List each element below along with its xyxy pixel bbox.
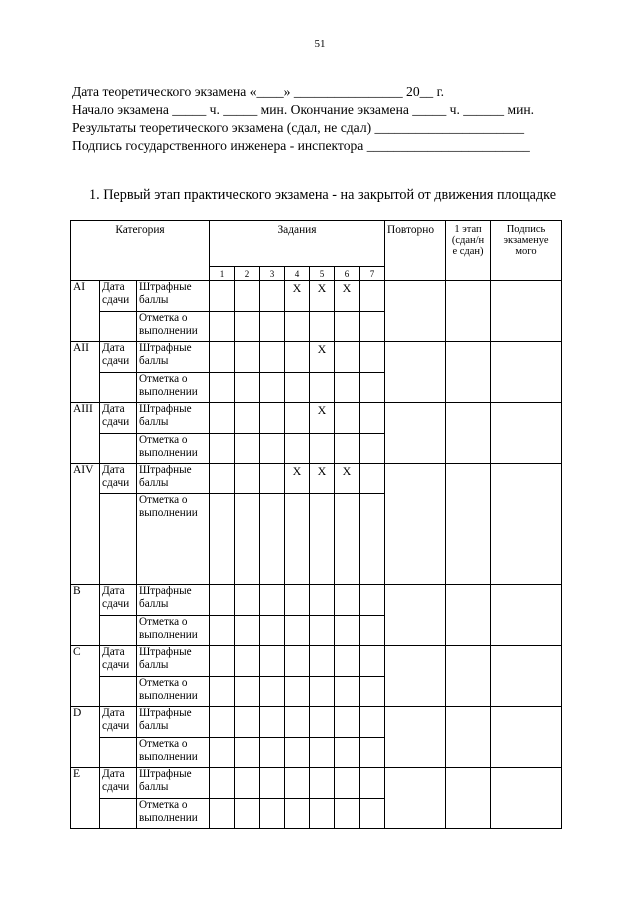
task-mark-cell <box>260 707 285 738</box>
task-mark-cell <box>260 281 285 312</box>
task-completion-cell <box>310 373 335 403</box>
task-mark-cell <box>210 464 235 494</box>
task-mark-cell <box>210 646 235 677</box>
repeat-cell <box>385 281 446 342</box>
task-mark-cell <box>210 585 235 616</box>
section-title: 1. Первый этап практического экзамена - на закрытой от движения площадке <box>89 187 557 203</box>
penalty-points-label <box>137 768 210 799</box>
task-completion-cell <box>360 494 385 585</box>
submission-date-label-line: сдачи <box>102 720 130 732</box>
task-completion-cell <box>335 799 360 829</box>
category-code: AII <box>71 342 100 403</box>
submission-date-label <box>100 281 137 312</box>
penalty-points-label-line: баллы <box>139 598 169 610</box>
penalty-points-label-line: Штрафные <box>139 464 192 476</box>
completion-mark-label <box>137 312 210 342</box>
task-mark-cell <box>235 281 260 312</box>
task-mark-cell <box>310 646 335 677</box>
task-completion-cell <box>210 738 235 768</box>
category-penalty-row <box>71 464 562 494</box>
task-completion-cell <box>210 677 235 707</box>
submission-date-label-line: Дата <box>102 646 125 658</box>
task-completion-cell <box>260 373 285 403</box>
task-completion-cell <box>235 799 260 829</box>
task-mark-cell <box>235 342 260 373</box>
penalty-points-label-line: баллы <box>139 355 169 367</box>
task-mark-cell <box>360 403 385 434</box>
completion-mark-label-line: Отметка о <box>139 312 188 324</box>
category-penalty-row <box>71 768 562 799</box>
category-penalty-row <box>71 707 562 738</box>
task-mark-cell: X <box>285 464 310 494</box>
submission-date-label-line: Дата <box>102 403 125 415</box>
task-mark-cell <box>360 768 385 799</box>
task-completion-cell <box>360 434 385 464</box>
completion-mark-label-line: Отметка о <box>139 616 188 628</box>
task-completion-cell <box>210 799 235 829</box>
category-code: D <box>71 707 100 768</box>
task-mark-cell: X <box>310 403 335 434</box>
task-mark-cell <box>235 768 260 799</box>
submission-date-label <box>100 646 137 677</box>
task-mark-cell <box>310 707 335 738</box>
repeat-cell <box>385 342 446 403</box>
signature-cell <box>491 403 562 464</box>
submission-date-label-line: Дата <box>102 707 125 719</box>
task-completion-cell <box>310 434 335 464</box>
category-header: Категория <box>71 221 210 281</box>
task-mark-cell <box>360 646 385 677</box>
exam-table <box>70 220 562 829</box>
task-completion-cell <box>260 677 285 707</box>
category-code: AIII <box>71 403 100 464</box>
submission-date-label-line: сдачи <box>102 294 130 306</box>
task-mark-cell <box>210 768 235 799</box>
task-mark-cell <box>210 403 235 434</box>
task-completion-cell <box>360 616 385 646</box>
task-number: 2 <box>235 267 260 281</box>
task-completion-cell <box>235 616 260 646</box>
stage1-result-cell <box>446 707 491 768</box>
signature-cell <box>491 585 562 646</box>
signature-cell <box>491 646 562 707</box>
task-mark-cell: X <box>285 281 310 312</box>
task-completion-cell <box>310 738 335 768</box>
submission-date-label-line: Дата <box>102 281 125 293</box>
task-mark-cell <box>335 646 360 677</box>
task-completion-cell <box>285 677 310 707</box>
submission-date-label <box>100 342 137 373</box>
completion-mark-label-line: Отметка о <box>139 434 188 446</box>
task-completion-cell <box>360 373 385 403</box>
repeat-cell <box>385 707 446 768</box>
task-mark-cell <box>285 585 310 616</box>
penalty-points-label-line: Штрафные <box>139 403 192 415</box>
signature-header-line: Подпись <box>506 224 546 235</box>
task-completion-cell <box>210 312 235 342</box>
repeat-header: Повторно <box>385 221 446 281</box>
task-completion-cell <box>235 312 260 342</box>
signature-header-line: экзаменуе <box>503 235 549 246</box>
completion-mark-label-line: выполнении <box>139 690 198 702</box>
completion-mark-label-line: Отметка о <box>139 677 188 689</box>
blank-date-cell <box>100 312 137 342</box>
submission-date-label <box>100 403 137 434</box>
table-header-row <box>71 221 562 267</box>
task-completion-cell <box>335 616 360 646</box>
repeat-cell <box>385 464 446 585</box>
penalty-points-label-line: Штрафные <box>139 585 192 597</box>
task-completion-cell <box>210 373 235 403</box>
blank-date-cell <box>100 738 137 768</box>
task-completion-cell <box>310 677 335 707</box>
penalty-points-label <box>137 646 210 677</box>
task-mark-cell <box>260 768 285 799</box>
submission-date-label <box>100 464 137 494</box>
task-completion-cell <box>360 677 385 707</box>
penalty-points-label <box>137 707 210 738</box>
penalty-points-label-line: Штрафные <box>139 281 192 293</box>
penalty-points-label <box>137 464 210 494</box>
submission-date-label-line: Дата <box>102 464 125 476</box>
category-penalty-row <box>71 585 562 616</box>
signature-cell <box>491 707 562 768</box>
stage1-result-cell <box>446 281 491 342</box>
category-code: B <box>71 585 100 646</box>
task-completion-cell <box>260 616 285 646</box>
penalty-points-label-line: Штрафные <box>139 646 192 658</box>
task-completion-cell <box>335 494 360 585</box>
task-completion-cell <box>335 677 360 707</box>
completion-mark-label <box>137 616 210 646</box>
completion-mark-label-line: выполнении <box>139 325 198 337</box>
completion-mark-label-line: Отметка о <box>139 494 188 506</box>
task-mark-cell <box>360 585 385 616</box>
completion-mark-label-line: выполнении <box>139 629 198 641</box>
task-completion-cell <box>285 373 310 403</box>
task-completion-cell <box>285 312 310 342</box>
task-mark-cell <box>335 342 360 373</box>
task-mark-cell <box>235 464 260 494</box>
task-mark-cell <box>285 403 310 434</box>
task-mark-cell <box>360 707 385 738</box>
completion-mark-label <box>137 434 210 464</box>
stage1-header-line: е сдан) <box>452 246 484 257</box>
blank-date-cell <box>100 434 137 464</box>
task-number: 5 <box>310 267 335 281</box>
blank-date-cell <box>100 799 137 829</box>
task-completion-cell <box>260 799 285 829</box>
category-code: E <box>71 768 100 829</box>
submission-date-label-line: Дата <box>102 768 125 780</box>
blank-date-cell <box>100 494 137 585</box>
task-completion-cell <box>310 799 335 829</box>
signature-cell <box>491 464 562 585</box>
task-completion-cell <box>235 677 260 707</box>
task-completion-cell <box>360 799 385 829</box>
submission-date-label-line: сдачи <box>102 416 130 428</box>
repeat-cell <box>385 646 446 707</box>
task-completion-cell <box>310 616 335 646</box>
category-penalty-row <box>71 646 562 677</box>
task-mark-cell <box>235 585 260 616</box>
repeat-cell <box>385 768 446 829</box>
completion-mark-label <box>137 373 210 403</box>
completion-mark-label-line: Отметка о <box>139 738 188 750</box>
completion-mark-label-line: выполнении <box>139 751 198 763</box>
stage1-result-cell <box>446 342 491 403</box>
exam-time-line: Начало экзамена _____ ч. _____ мин. Окончание экзамена _____ ч. ______ мин. <box>72 102 535 117</box>
completion-mark-label-line: выполнении <box>139 812 198 824</box>
task-mark-cell <box>310 585 335 616</box>
task-completion-cell <box>335 312 360 342</box>
task-completion-cell <box>260 434 285 464</box>
category-penalty-row <box>71 403 562 434</box>
signature-header-line: мого <box>515 246 537 257</box>
task-mark-cell <box>360 342 385 373</box>
task-mark-cell <box>285 342 310 373</box>
completion-mark-label-line: выполнении <box>139 386 198 398</box>
signature-cell <box>491 281 562 342</box>
task-completion-cell <box>285 616 310 646</box>
stage1-result-cell <box>446 768 491 829</box>
task-completion-cell <box>260 312 285 342</box>
penalty-points-label-line: Штрафные <box>139 707 192 719</box>
task-number: 4 <box>285 267 310 281</box>
task-completion-cell <box>235 738 260 768</box>
task-mark-cell <box>235 646 260 677</box>
task-number: 3 <box>260 267 285 281</box>
task-mark-cell <box>260 342 285 373</box>
page-number: 51 <box>314 38 326 50</box>
blank-date-cell <box>100 373 137 403</box>
task-mark-cell <box>210 342 235 373</box>
completion-mark-label-line: Отметка о <box>139 799 188 811</box>
category-penalty-row <box>71 342 562 373</box>
task-mark-cell <box>210 281 235 312</box>
task-number: 1 <box>210 267 235 281</box>
task-mark-cell <box>310 768 335 799</box>
task-mark-cell <box>285 646 310 677</box>
task-mark-cell <box>260 403 285 434</box>
completion-mark-label <box>137 494 210 585</box>
completion-mark-label <box>137 799 210 829</box>
submission-date-label-line: сдачи <box>102 598 130 610</box>
stage1-result-cell <box>446 464 491 585</box>
theory-exam-result-line: Результаты теоретического экзамена (сдал, не сдал) ______________________ <box>72 120 525 135</box>
stage1-result-cell <box>446 646 491 707</box>
task-mark-cell <box>335 768 360 799</box>
penalty-points-label-line: баллы <box>139 659 169 671</box>
theory-exam-date-line: Дата теоретического экзамена «____» ________________ 20__ г. <box>72 84 445 99</box>
repeat-cell <box>385 585 446 646</box>
task-mark-cell <box>335 585 360 616</box>
task-mark-cell <box>335 707 360 738</box>
category-penalty-row <box>71 281 562 312</box>
task-completion-cell <box>335 373 360 403</box>
task-completion-cell <box>335 738 360 768</box>
task-completion-cell <box>260 738 285 768</box>
task-mark-cell <box>335 403 360 434</box>
task-completion-cell <box>210 494 235 585</box>
penalty-points-label-line: баллы <box>139 477 169 489</box>
submission-date-label-line: сдачи <box>102 781 130 793</box>
task-completion-cell <box>285 799 310 829</box>
submission-date-label <box>100 768 137 799</box>
task-completion-cell <box>210 616 235 646</box>
submission-date-label <box>100 585 137 616</box>
submission-date-label <box>100 707 137 738</box>
task-completion-cell <box>210 434 235 464</box>
task-completion-cell <box>335 434 360 464</box>
task-completion-cell <box>260 494 285 585</box>
task-number: 6 <box>335 267 360 281</box>
penalty-points-label <box>137 585 210 616</box>
task-number: 7 <box>360 267 385 281</box>
stage1-header <box>446 221 491 281</box>
task-mark-cell: X <box>335 464 360 494</box>
stage1-header-line: 1 этап <box>454 224 482 235</box>
task-mark-cell <box>260 646 285 677</box>
task-mark-cell: X <box>335 281 360 312</box>
completion-mark-label-line: выполнении <box>139 507 198 519</box>
task-completion-cell <box>360 312 385 342</box>
task-completion-cell <box>235 373 260 403</box>
category-code: C <box>71 646 100 707</box>
submission-date-label-line: Дата <box>102 342 125 354</box>
task-mark-cell: X <box>310 464 335 494</box>
penalty-points-label-line: баллы <box>139 720 169 732</box>
completion-mark-label-line: выполнении <box>139 447 198 459</box>
task-completion-cell <box>310 312 335 342</box>
tasks-header: Задания <box>210 221 385 267</box>
task-completion-cell <box>360 738 385 768</box>
task-mark-cell: X <box>310 342 335 373</box>
category-code: AIV <box>71 464 100 585</box>
repeat-cell <box>385 403 446 464</box>
task-mark-cell <box>235 403 260 434</box>
submission-date-label-line: сдачи <box>102 355 130 367</box>
blank-date-cell <box>100 616 137 646</box>
task-mark-cell <box>260 464 285 494</box>
inspector-signature-line: Подпись государственного инженера - инспектора ________________________ <box>72 138 530 153</box>
task-mark-cell <box>210 707 235 738</box>
stage1-header-line: (сдан/н <box>451 235 485 246</box>
penalty-points-label <box>137 281 210 312</box>
stage1-result-cell <box>446 403 491 464</box>
task-completion-cell <box>235 494 260 585</box>
penalty-points-label <box>137 403 210 434</box>
task-mark-cell <box>360 464 385 494</box>
task-mark-cell <box>285 768 310 799</box>
penalty-points-label-line: Штрафные <box>139 768 192 780</box>
task-mark-cell <box>360 281 385 312</box>
penalty-points-label-line: баллы <box>139 781 169 793</box>
task-completion-cell <box>235 434 260 464</box>
penalty-points-label-line: баллы <box>139 294 169 306</box>
blank-date-cell <box>100 677 137 707</box>
signature-cell <box>491 342 562 403</box>
signature-header <box>491 221 562 281</box>
penalty-points-label-line: баллы <box>139 416 169 428</box>
task-mark-cell: X <box>310 281 335 312</box>
task-completion-cell <box>285 738 310 768</box>
stage1-result-cell <box>446 585 491 646</box>
task-mark-cell <box>235 707 260 738</box>
task-completion-cell <box>285 434 310 464</box>
task-mark-cell <box>260 585 285 616</box>
signature-cell <box>491 768 562 829</box>
completion-mark-label <box>137 677 210 707</box>
submission-date-label-line: Дата <box>102 585 125 597</box>
submission-date-label-line: сдачи <box>102 477 130 489</box>
category-code: AI <box>71 281 100 342</box>
completion-mark-label-line: Отметка о <box>139 373 188 385</box>
completion-mark-label <box>137 738 210 768</box>
penalty-points-label-line: Штрафные <box>139 342 192 354</box>
task-mark-cell <box>285 707 310 738</box>
task-completion-cell <box>310 494 335 585</box>
penalty-points-label <box>137 342 210 373</box>
task-completion-cell <box>285 494 310 585</box>
submission-date-label-line: сдачи <box>102 659 130 671</box>
